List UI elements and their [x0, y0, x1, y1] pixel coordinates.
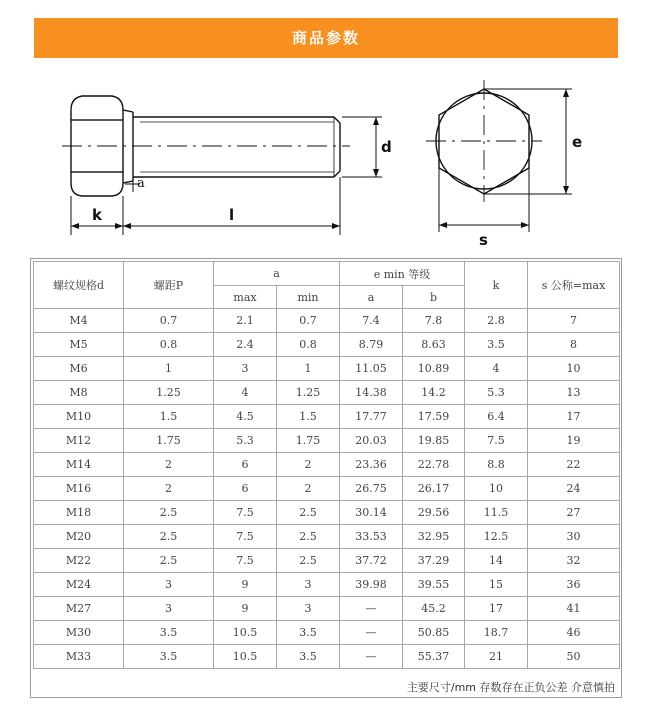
table-row	[34, 381, 620, 405]
table-cell: 22.78	[403, 453, 465, 477]
table-cell: 46	[528, 621, 620, 645]
subheader-a-min: min	[277, 286, 340, 309]
table-cell: 5.3	[214, 429, 277, 453]
table-cell: 30.14	[340, 501, 403, 525]
table-cell: 26.75	[340, 477, 403, 501]
table-cell: M22	[34, 549, 124, 573]
table-cell: 26.17	[403, 477, 465, 501]
table-cell: 17	[528, 405, 620, 429]
header-k: k	[465, 262, 528, 309]
table-cell: 3	[124, 597, 214, 621]
table-cell: 6.4	[465, 405, 528, 429]
table-cell: M10	[34, 405, 124, 429]
table-row	[34, 309, 620, 333]
table-cell: 8	[528, 333, 620, 357]
table-cell: 7.5	[465, 429, 528, 453]
table-cell: 2.5	[277, 525, 340, 549]
table-row	[34, 525, 620, 549]
table-cell: 3.5	[465, 333, 528, 357]
table-cell: M16	[34, 477, 124, 501]
table-cell: 7.5	[214, 501, 277, 525]
table-row	[34, 357, 620, 381]
table-cell: 14.2	[403, 381, 465, 405]
label-a: a	[137, 176, 145, 191]
spec-table	[33, 261, 620, 669]
bolt-head-end-view	[426, 80, 542, 202]
table-row	[34, 453, 620, 477]
table-cell: M8	[34, 381, 124, 405]
table-cell: 32.95	[403, 525, 465, 549]
table-cell: 7	[528, 309, 620, 333]
table-cell: 0.7	[124, 309, 214, 333]
table-cell: 1.75	[124, 429, 214, 453]
table-cell: 4.5	[214, 405, 277, 429]
table-cell: M12	[34, 429, 124, 453]
table-cell: M14	[34, 453, 124, 477]
table-cell: 4	[214, 381, 277, 405]
table-cell: 3	[214, 357, 277, 381]
table-cell: 29.56	[403, 501, 465, 525]
table-cell: 22	[528, 453, 620, 477]
label-k: k	[92, 206, 102, 224]
table-cell: —	[340, 621, 403, 645]
table-cell: 3.5	[124, 645, 214, 669]
table-cell: M4	[34, 309, 124, 333]
dimension-e-s	[439, 89, 572, 232]
table-cell: M30	[34, 621, 124, 645]
table-row	[34, 501, 620, 525]
table-cell: M6	[34, 357, 124, 381]
bolt-shank	[133, 117, 340, 177]
table-cell: 10.5	[214, 621, 277, 645]
table-cell: 1.25	[277, 381, 340, 405]
subheader-e-b: b	[403, 286, 465, 309]
table-cell: 2	[277, 453, 340, 477]
table-cell: 24	[528, 477, 620, 501]
table-cell: 23.36	[340, 453, 403, 477]
table-cell: 27	[528, 501, 620, 525]
table-row	[34, 429, 620, 453]
label-d: d	[381, 138, 392, 156]
table-cell: 41	[528, 597, 620, 621]
table-cell: 4	[465, 357, 528, 381]
table-cell: 55.37	[403, 645, 465, 669]
table-row	[34, 477, 620, 501]
table-cell: 3.5	[277, 645, 340, 669]
table-cell: 7.8	[403, 309, 465, 333]
table-cell: 14.38	[340, 381, 403, 405]
table-cell: M24	[34, 573, 124, 597]
table-cell: 17	[465, 597, 528, 621]
table-cell: M18	[34, 501, 124, 525]
table-cell: 1	[124, 357, 214, 381]
table-cell: M33	[34, 645, 124, 669]
table-cell: 37.72	[340, 549, 403, 573]
table-cell: 2	[277, 477, 340, 501]
table-row	[34, 405, 620, 429]
table-cell: 10.5	[214, 645, 277, 669]
table-cell: 0.8	[124, 333, 214, 357]
table-cell: —	[340, 645, 403, 669]
table-cell: 12.5	[465, 525, 528, 549]
header-thread: 螺纹规格d	[34, 262, 124, 309]
table-cell: 20.03	[340, 429, 403, 453]
table-cell: M20	[34, 525, 124, 549]
table-row	[34, 597, 620, 621]
dimension-d	[342, 117, 382, 177]
banner-title: 商品参数	[34, 18, 618, 58]
table-cell: 3.5	[124, 621, 214, 645]
table-cell: 7.4	[340, 309, 403, 333]
table-cell: 39.55	[403, 573, 465, 597]
header-a: a	[214, 262, 340, 286]
spec-table-body	[34, 309, 620, 669]
table-cell: 9	[214, 597, 277, 621]
table-cell: 18.7	[465, 621, 528, 645]
table-row	[34, 621, 620, 645]
subheader-a-max: max	[214, 286, 277, 309]
table-cell: 8.79	[340, 333, 403, 357]
table-cell: 45.2	[403, 597, 465, 621]
table-cell: 9	[214, 573, 277, 597]
table-cell: M27	[34, 597, 124, 621]
table-cell: 17.59	[403, 405, 465, 429]
table-cell: 0.8	[277, 333, 340, 357]
table-cell: 7.5	[214, 525, 277, 549]
table-row	[34, 573, 620, 597]
table-cell: M5	[34, 333, 124, 357]
table-row	[34, 645, 620, 669]
table-cell: 30	[528, 525, 620, 549]
table-cell: 8.8	[465, 453, 528, 477]
table-cell: 15	[465, 573, 528, 597]
table-cell: 11.05	[340, 357, 403, 381]
dimension-k-l	[71, 177, 340, 235]
table-cell: 3	[277, 597, 340, 621]
table-cell: 1.5	[124, 405, 214, 429]
table-cell: 1.75	[277, 429, 340, 453]
table-cell: 2.4	[214, 333, 277, 357]
table-cell: 19	[528, 429, 620, 453]
table-cell: 2	[124, 477, 214, 501]
table-cell: 36	[528, 573, 620, 597]
table-cell: 2.5	[124, 501, 214, 525]
table-cell: 33.53	[340, 525, 403, 549]
table-cell: 2.1	[214, 309, 277, 333]
table-cell: 17.77	[340, 405, 403, 429]
table-cell: 10	[465, 477, 528, 501]
bolt-drawing	[0, 62, 650, 252]
header-pitch: 螺距P	[124, 262, 214, 309]
table-cell: 2.8	[465, 309, 528, 333]
table-row	[34, 549, 620, 573]
table-cell: 3	[124, 573, 214, 597]
table-cell: 39.98	[340, 573, 403, 597]
table-cell: 19.85	[403, 429, 465, 453]
table-row	[34, 333, 620, 357]
table-cell: 10.89	[403, 357, 465, 381]
label-s: s	[479, 231, 488, 249]
table-cell: 0.7	[277, 309, 340, 333]
table-cell: 2.5	[277, 549, 340, 573]
table-cell: —	[340, 597, 403, 621]
table-cell: 37.29	[403, 549, 465, 573]
table-cell: 2	[124, 453, 214, 477]
header-e-min: e min 等级	[340, 262, 465, 286]
table-cell: 21	[465, 645, 528, 669]
footnote: 主要尺寸/mm 存数存在正负公差 介意慎拍	[406, 681, 615, 694]
table-cell: 1.5	[277, 405, 340, 429]
table-cell: 3	[277, 573, 340, 597]
table-cell: 2.5	[124, 525, 214, 549]
table-cell: 50	[528, 645, 620, 669]
table-cell: 32	[528, 549, 620, 573]
table-cell: 5.3	[465, 381, 528, 405]
table-cell: 6	[214, 453, 277, 477]
table-cell: 2.5	[277, 501, 340, 525]
table-cell: 10	[528, 357, 620, 381]
table-cell: 13	[528, 381, 620, 405]
table-cell: 2.5	[124, 549, 214, 573]
table-cell: 1	[277, 357, 340, 381]
table-cell: 11.5	[465, 501, 528, 525]
subheader-e-a: a	[340, 286, 403, 309]
label-e: e	[572, 133, 583, 151]
table-cell: 8.63	[403, 333, 465, 357]
header-s: s 公称=max	[528, 262, 620, 309]
table-cell: 1.25	[124, 381, 214, 405]
table-cell: 14	[465, 549, 528, 573]
label-l: l	[229, 206, 235, 224]
table-cell: 3.5	[277, 621, 340, 645]
table-cell: 7.5	[214, 549, 277, 573]
table-cell: 6	[214, 477, 277, 501]
table-cell: 50.85	[403, 621, 465, 645]
